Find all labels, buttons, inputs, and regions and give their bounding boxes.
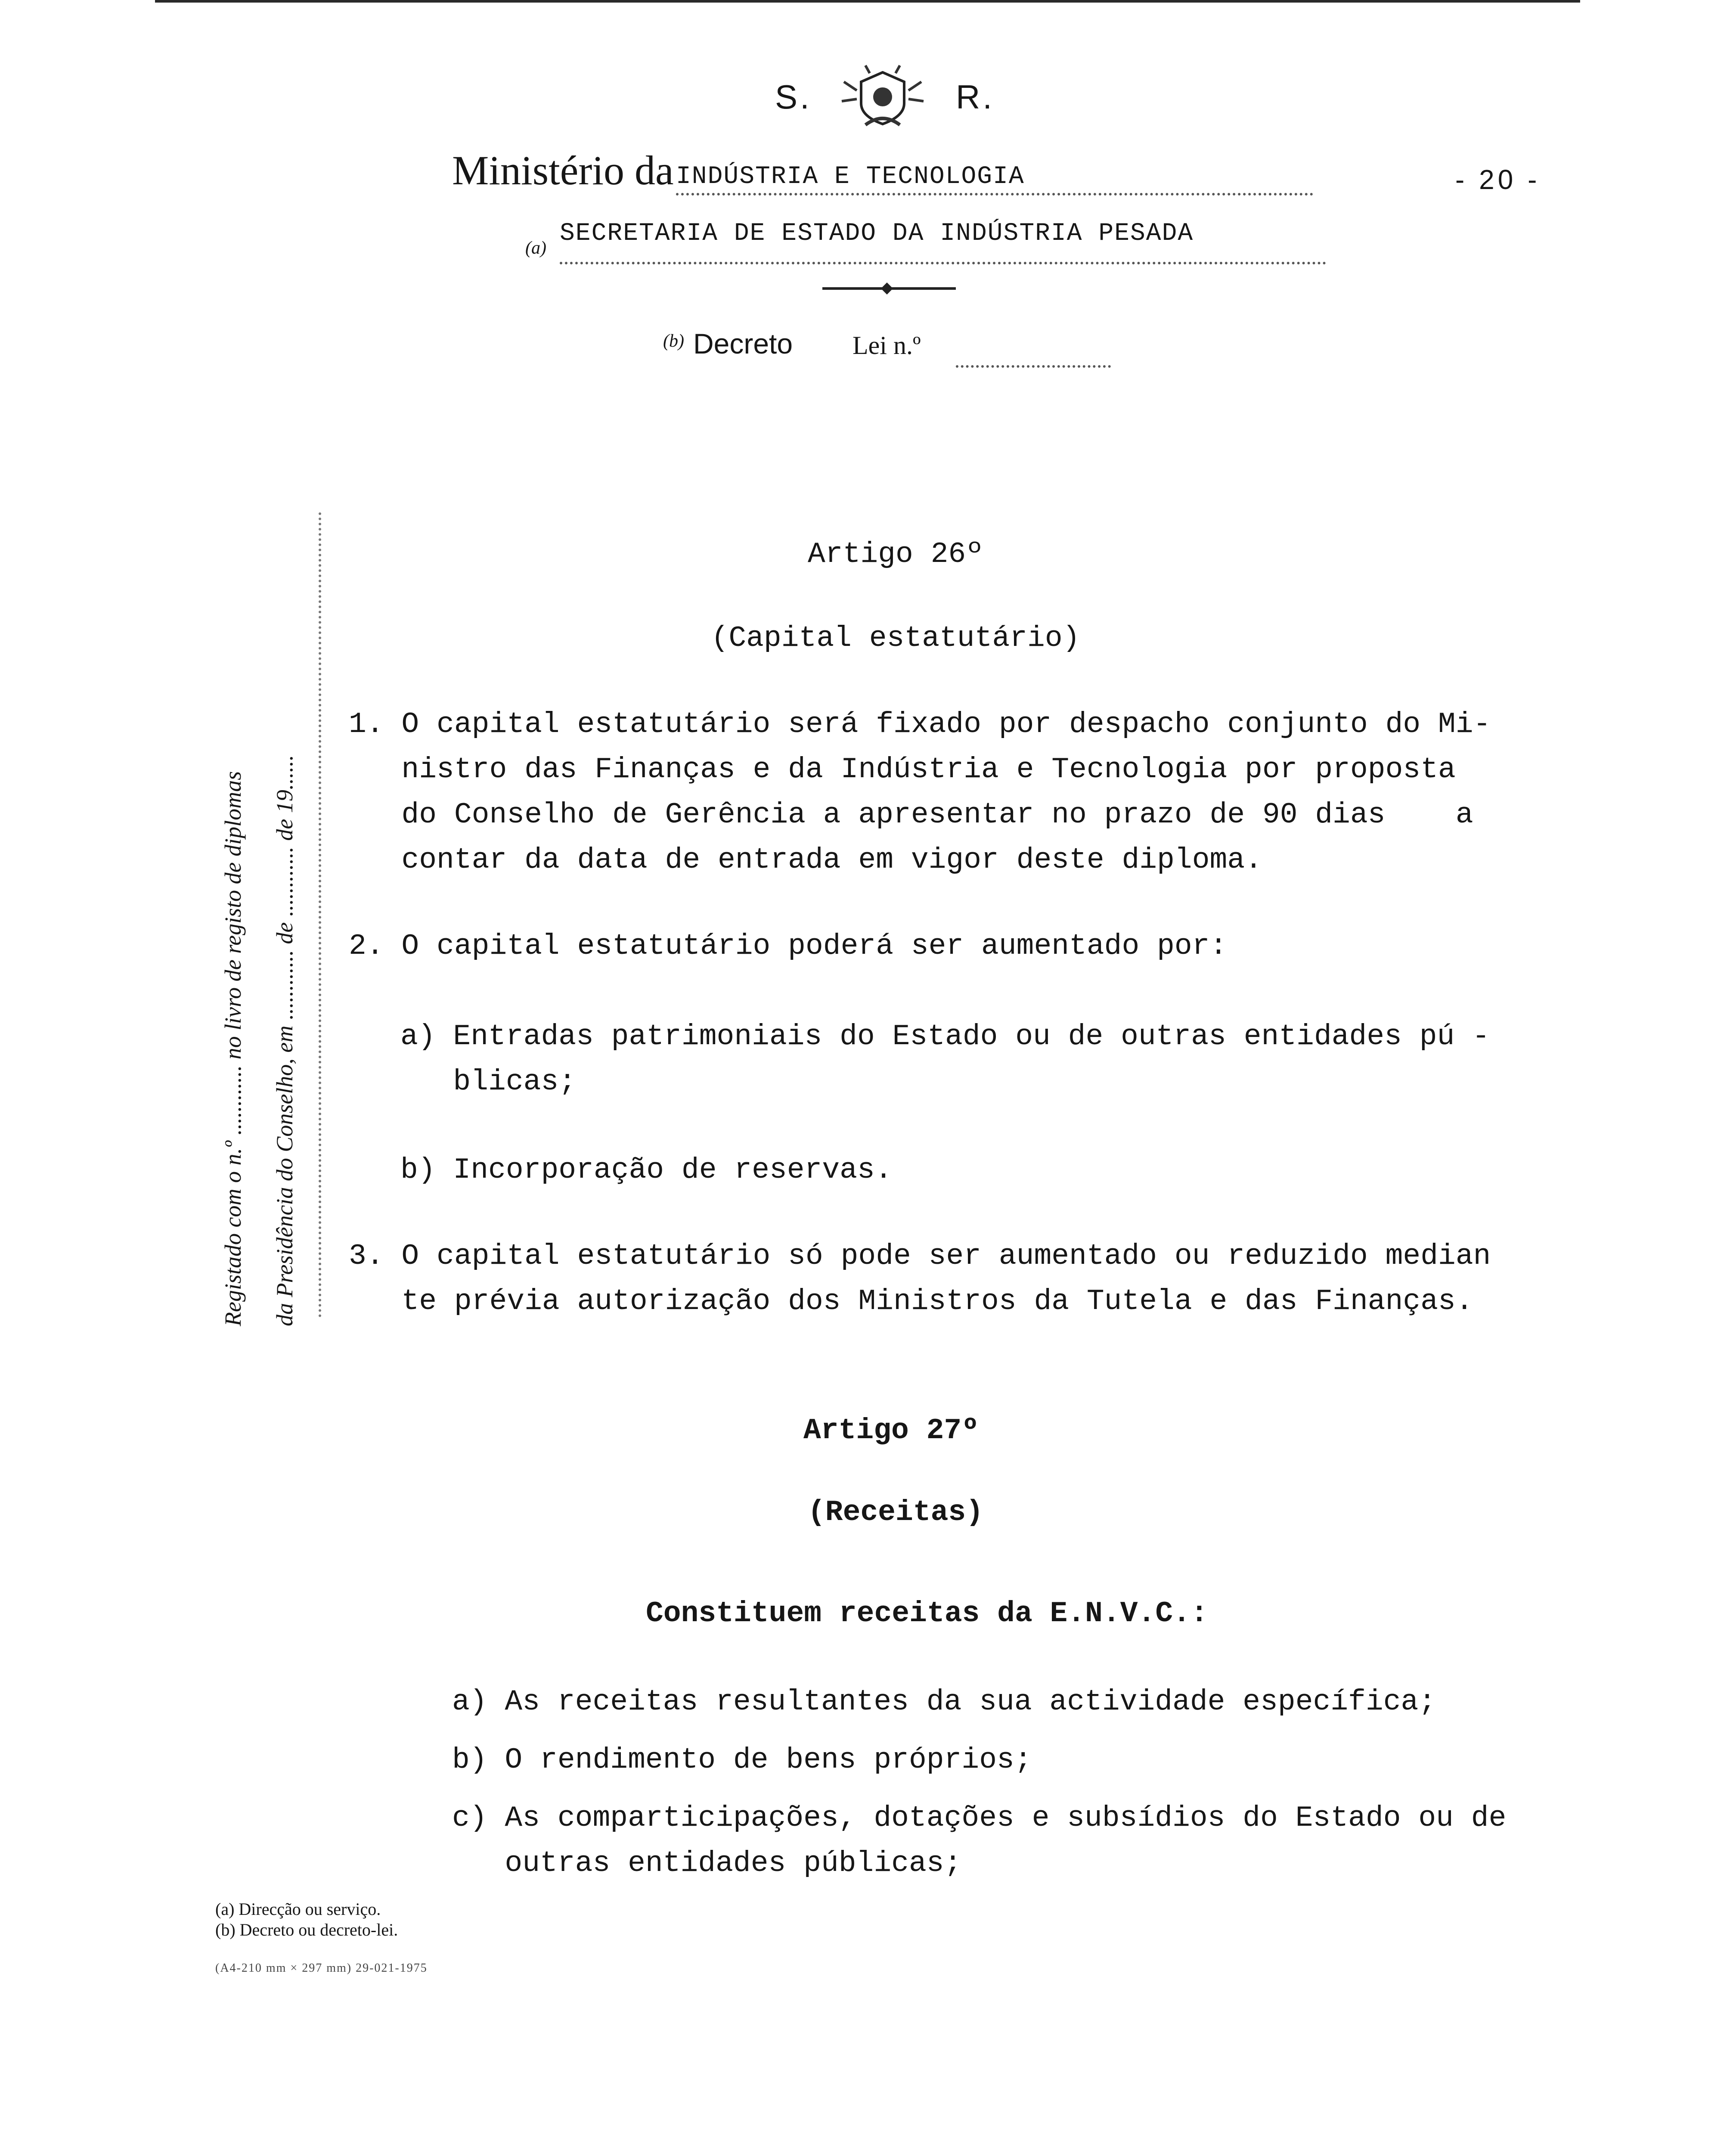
secretaria-dotted-line [560,262,1326,264]
footnote-a: (a) Direcção ou serviço. [215,1899,381,1919]
footnotes [215,1899,603,1940]
secretaria-marker: (a) [525,238,546,258]
artigo-27-item-c: c) As comparticipações, dotações e subsídios do Estado ou de outras entidades públicas; [452,1802,1507,1880]
page-number: - 20 - [1455,164,1541,195]
artigo-26-paragraph-2: 2. O capital estatutário poderá ser aumentado por: [349,930,1228,963]
state-header [732,65,1033,129]
artigo-26-title: Artigo 26º [807,538,984,571]
artigo-26-subtitle: (Capital estatutário) [711,622,1080,655]
footnote-b: (b) Decreto ou decreto-lei. [215,1920,398,1939]
ministerio-dotted-line [676,193,1313,195]
print-code: (A4-210 mm × 297 mm) 29-021-1975 [215,1961,428,1975]
top-border [155,0,1580,3]
ministerio-label: Ministério da [452,147,674,193]
sr-left: S. [775,78,812,116]
ministerio-value: INDÚSTRIA E TECNOLOGIA [676,163,1025,191]
artigo-26-item-b: b) Incorporação de reservas. [400,1154,893,1187]
artigo-27-title: Artigo 27º [803,1414,980,1447]
artigo-27-subtitle: (Receitas) [807,1496,984,1529]
artigo-27-item-a: a) As receitas resultantes da sua actividade específica; [452,1685,1436,1719]
margin-note-line-1: Registado com o n.º ............ no livro de registo de diplomas [220,771,246,1326]
registration-margin-note [202,508,332,1326]
artigo-26-paragraph-3: 3. O capital estatutário só pode ser aumentado ou reduzido median te prévia autorização dos Ministros da Tutela e das Finanças. [349,1240,1491,1318]
margin-note-line-2: da Presidência do Conselho, em ............ de ............ de 19...... [272,755,298,1326]
artigo-27-item-b: b) O rendimento de bens próprios; [452,1743,1032,1777]
coat-of-arms-icon [840,65,926,129]
sr-right: R. [956,78,995,116]
secretaria-line [525,220,1343,267]
decreto-label: Decreto [693,328,793,360]
ministerio-line [452,146,1313,202]
decreto-value: Lei n.º [852,331,921,360]
artigo-26-paragraph-1: 1. O capital estatutário será fixado por despacho conjunto do Mi- nistro das Finanças e da Indústria e Tecnologia por proposta do Conselho de Gerência a apresentar no prazo de 90 dias a contar da data de entrada em vigor deste diploma. [349,708,1491,877]
decreto-marker: (b) [663,331,684,351]
decreto-line [663,327,1137,375]
divider-ornament [822,276,956,301]
artigo-26-item-a: a) Entradas patrimoniais do Estado ou de outras entidades pú - blicas; [400,1020,1490,1098]
decreto-dotted-line [956,365,1111,368]
secretaria-value: SECRETARIA DE ESTADO DA INDÚSTRIA PESADA [560,220,1194,248]
margin-dotted-rule [319,512,321,1318]
artigo-27-intro: Constituem receitas da E.N.V.C.: [646,1597,1208,1630]
